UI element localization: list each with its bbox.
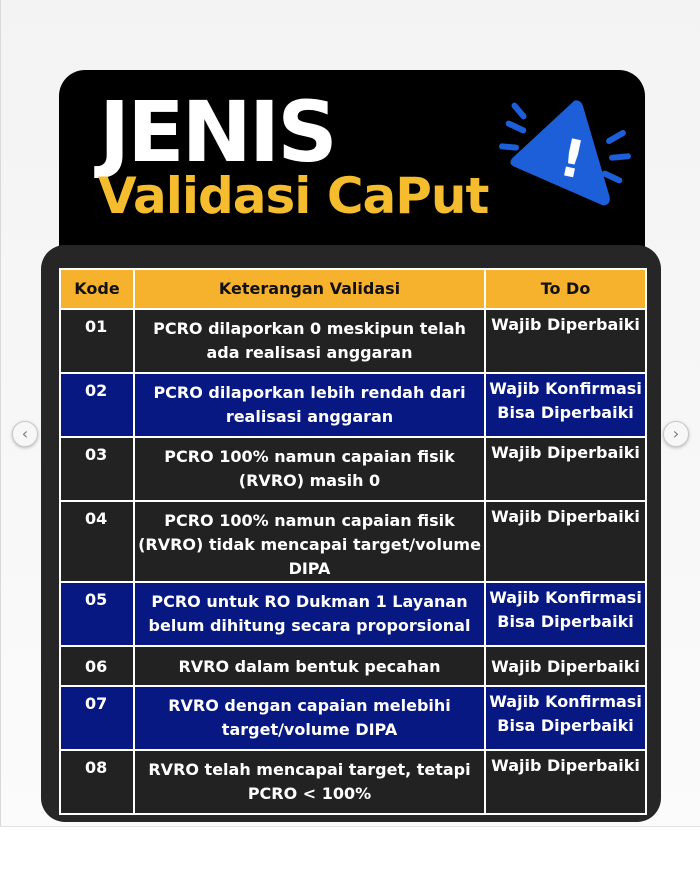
row-todo: Wajib Diperbaiki: [485, 309, 646, 373]
table-row: [60, 582, 646, 646]
row-todo: Wajib Konfirmasi Bisa Diperbaiki: [485, 582, 646, 646]
row-todo: Wajib Diperbaiki: [485, 646, 646, 686]
validation-table: [59, 268, 647, 815]
row-kode: 04: [60, 501, 134, 582]
row-todo: Wajib Diperbaiki: [485, 501, 646, 582]
row-keterangan: RVRO dalam bentuk pecahan: [134, 646, 485, 686]
row-keterangan: PCRO dilaporkan lebih rendah dari realisasi anggaran: [134, 373, 485, 437]
row-keterangan: RVRO telah mencapai target, tetapi PCRO < 100%: [134, 750, 485, 814]
column-header-kode: Kode: [60, 269, 134, 309]
row-keterangan: PCRO untuk RO Dukman 1 Layanan belum dihitung secara proporsional: [134, 582, 485, 646]
row-kode: 05: [60, 582, 134, 646]
row-kode: 01: [60, 309, 134, 373]
carousel-next-button[interactable]: ›: [663, 421, 689, 447]
title: JENIS: [99, 83, 335, 181]
bottom-strip: [0, 826, 700, 872]
row-keterangan: PCRO 100% namun capaian fisik (RVRO) tidak mencapai target/volume DIPA: [134, 501, 485, 582]
column-header-todo: To Do: [485, 269, 646, 309]
row-todo: Wajib Diperbaiki: [485, 750, 646, 814]
warning-icon: [497, 94, 637, 214]
carousel-prev-button[interactable]: ‹: [12, 421, 38, 447]
table-row: [60, 309, 646, 373]
table-header-row: [60, 269, 646, 309]
column-header-keterangan: Keterangan Validasi: [134, 269, 485, 309]
row-kode: 03: [60, 437, 134, 501]
row-kode: 06: [60, 646, 134, 686]
table-row: [60, 373, 646, 437]
row-keterangan: RVRO dengan capaian melebihi target/volume DIPA: [134, 686, 485, 750]
row-todo: Wajib Konfirmasi Bisa Diperbaiki: [485, 686, 646, 750]
table-row: [60, 501, 646, 582]
table-row: [60, 686, 646, 750]
subtitle: Validasi CaPut: [98, 167, 489, 225]
table-row: [60, 437, 646, 501]
table-row: [60, 646, 646, 686]
row-kode: 02: [60, 373, 134, 437]
table-row: [60, 750, 646, 814]
row-kode: 08: [60, 750, 134, 814]
row-kode: 07: [60, 686, 134, 750]
row-keterangan: PCRO dilaporkan 0 meskipun telah ada realisasi anggaran: [134, 309, 485, 373]
warning-exclamation: !: [554, 127, 590, 192]
row-todo: Wajib Konfirmasi Bisa Diperbaiki: [485, 373, 646, 437]
row-todo: Wajib Diperbaiki: [485, 437, 646, 501]
row-keterangan: PCRO 100% namun capaian fisik (RVRO) masih 0: [134, 437, 485, 501]
